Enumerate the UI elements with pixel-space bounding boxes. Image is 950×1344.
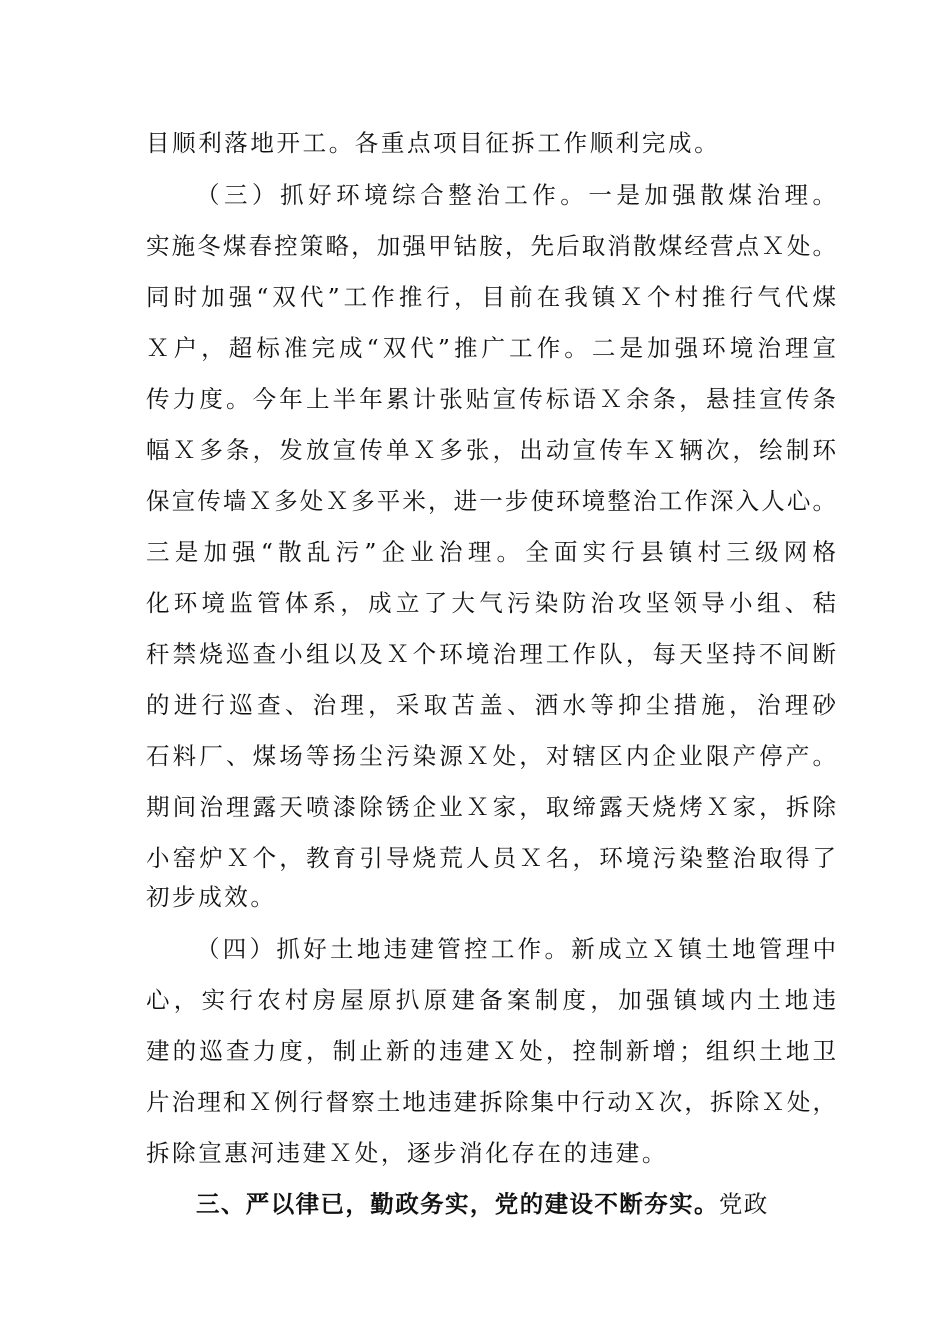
text-line: 拆除宣惠河违建Ｘ处，逐步消化存在的违建。 <box>146 1139 668 1167</box>
text-line: 心，实行农村房屋原扒原建备案制度，加强镇域内土地违 <box>146 986 836 1014</box>
text-line: 片治理和Ｘ例行督察土地违建拆除集中行动Ｘ次，拆除Ｘ处， <box>146 1088 836 1116</box>
section-heading: 三、严以律已，勤政务实，党的建设不断夯实。 <box>196 1190 719 1218</box>
section-heading-continuation: 党政 <box>718 1190 769 1218</box>
text-line: 建的巡查力度，制止新的违建Ｘ处，控制新增；组织土地卫 <box>146 1037 836 1065</box>
text-line: Ｘ户，超标准完成“双代”推广工作。二是加强环境治理宣 <box>146 334 836 362</box>
section-heading-line <box>196 1187 836 1221</box>
text-line: 化环境监管体系，成立了大气污染防治攻坚领导小组、秸 <box>146 589 836 617</box>
text-line: 三是加强“散乱污”企业治理。全面实行县镇村三级网格 <box>146 538 836 566</box>
subsection-heading-line: （四）抓好土地违建管控工作。新成立Ｘ镇土地管理中 <box>196 935 836 963</box>
text-line: 同时加强“双代”工作推行，目前在我镇Ｘ个村推行气代煤 <box>146 283 836 311</box>
text-line: 小窑炉Ｘ个，教育引导烧荒人员Ｘ名，环境污染整治取得了 <box>146 844 836 872</box>
text-line: 初步成效。 <box>146 883 277 911</box>
subsection-heading-line: （三）抓好环境综合整治工作。一是加强散煤治理。 <box>196 181 836 209</box>
text-line: 保宣传墙Ｘ多处Ｘ多平米，进一步使环境整治工作深入人心。 <box>146 487 836 515</box>
text-line: 传力度。今年上半年累计张贴宣传标语Ｘ余条，悬挂宣传条 <box>146 385 836 413</box>
text-line: 的进行巡查、治理，采取苫盖、洒水等抑尘措施，治理砂 <box>146 691 836 719</box>
text-line: 目顺利落地开工。各重点项目征拆工作顺利完成。 <box>146 129 721 157</box>
text-line: 期间治理露天喷漆除锈企业Ｘ家，取缔露天烧烤Ｘ家，拆除 <box>146 793 836 821</box>
text-line: 石料厂、煤场等扬尘污染源Ｘ处，对辖区内企业限产停产。 <box>146 742 836 770</box>
text-line: 实施冬煤春控策略，加强甲钴胺，先后取消散煤经营点Ｘ处。 <box>146 232 836 260</box>
text-line: 秆禁烧巡查小组以及Ｘ个环境治理工作队，每天坚持不间断 <box>146 640 836 668</box>
text-line: 幅Ｘ多条，发放宣传单Ｘ多张，出动宣传车Ｘ辆次，绘制环 <box>146 436 836 464</box>
